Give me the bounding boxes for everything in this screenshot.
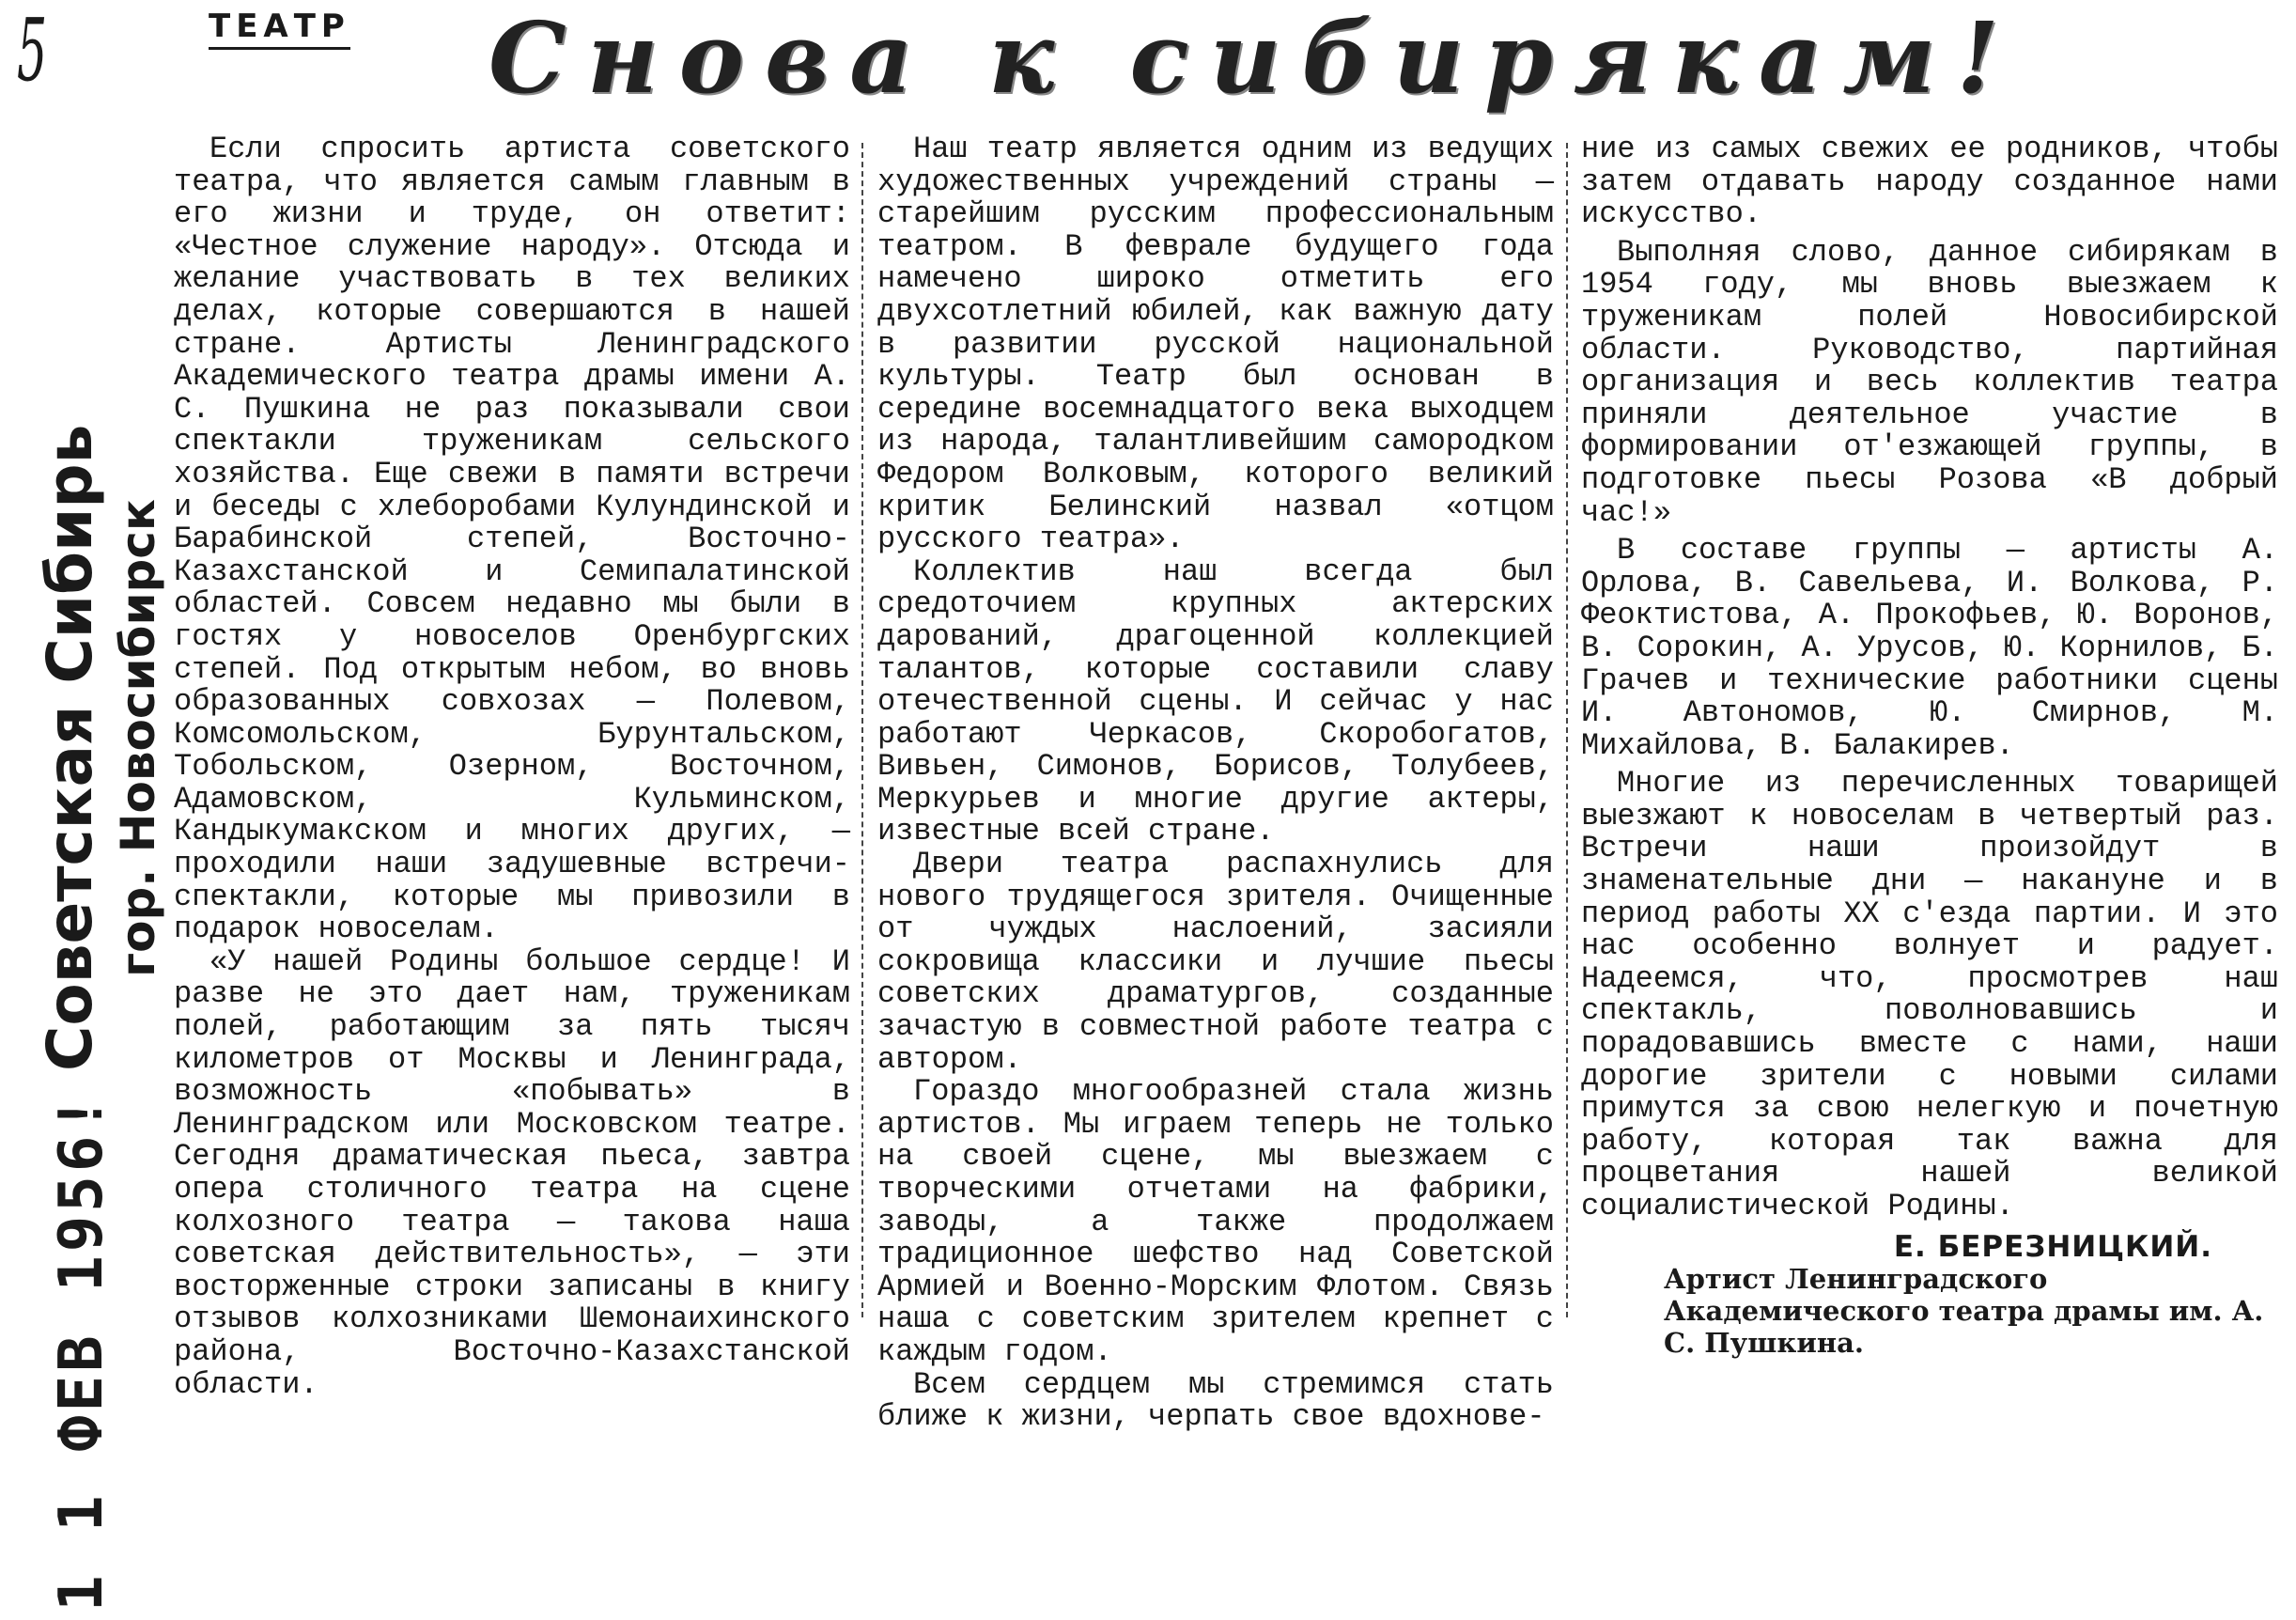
rubric-label: ТЕАТР [209,8,350,50]
author-credit: Артист Ленинградского Академического театра драмы им. А. С. Пушкина. [1664,1263,2264,1360]
side-stamps [0,0,164,1620]
article-body [174,132,2289,1435]
city-stamp: гор. Новосибирск [111,499,165,977]
column-divider [1566,143,1568,1317]
date-stamp: 1 1 ФЕВ 1956! [47,1092,116,1612]
paragraph: Выполняя слово, данное сибирякам в 1954 году, мы вновь выезжаем к труженикам полей Новосибирской области. Руководство, партийная организация и весь коллектив театра приняли деятельное участие в формировании от'езжающей группы, в подготовке пьесы Розова «В добрый час!» [1581,234,2278,530]
paragraph: «У нашей Родины большое сердце! И разве не это дает нам, труженикам полей, работающим за пять тысяч километров от Москвы и Ленинграда, возможность «побывать» в Ленинградском или Московском театре. Сегодня драматическая пьеса, завтра опера столичного театра на сцене колхозного театра — такова наша советская действительность», — эти восторженные строки записаны в книгу отзывов колхозниками Шемонаихинского района, Восточно-Казахстанской области. [174,943,850,1402]
author-signature: Е. БЕРЕЗНИЦКИЙ. [1893,1229,2212,1264]
paragraph: Многие из перечисленных товарищей выезжают к новоселам в четвертый раз. Встречи наши произойдут в знаменательные дни — накануне и в период работы XX с'езда партии. И это нас особенно волнует и радует. Надеемся, что, просмотрев наш спектакль, поволновавшись и порадовавшись вместе с нами, наши дорогие зрители с новыми силами примутся за свою нелегкую и почетную работу, которая так важна для процветания нашей великой социалистической Родины. [1581,766,2278,1223]
article-headline: Снова к сибирякам! [489,0,2020,116]
paragraph: ние из самых свежих ее родников, чтобы затем отдавать народу созданное нами искусство. [1581,132,2278,232]
paragraph: Если спросить артиста советского театра, что является самым главным в его жизни и труде, он ответит: «Честное служение народу». Отсюда и желание участвовать в тех великих делах, которые совершаются в нашей стране. Артисты Ленинградского Академического театра драмы имени А. С. Пушкина не раз показывали свои спектакли труженикам сельского хозяйства. Еще свежи в памяти встречи и беседы с хлеборобами Кулундинской и Барабинской степей, Восточно-Казахстанской и Семипалатинской областей. Совсем недавно мы были в гостях у новоселов Оренбургских степей. Под открытым небом, во вновь образованных совхозах — Полевом, Комсомольском, Бурунтальском, Тобольском, Озерном, Восточном, Адамовском, Кульминском, Кандыкумакском и многих других, — проходили наши задушевные встречи-спектакли, которые мы привозили в подарок новоселам. [174,132,850,947]
paragraph: Двери театра распахнулись для нового трудящегося зрителя. Очищенные от чуждых наслоений, засияли сокровища классики и лучшие пьесы советских драматургов, созданные зачастую в совместной работе театра с автором. [877,847,1554,1077]
page-number-handwritten: 5 [17,0,48,101]
paragraph: Всем сердцем мы стремимся стать ближе к жизни, черпать свое вдохнове- [877,1366,1554,1435]
paragraph: Гораздо многообразней стала жизнь артистов. Мы играем теперь не только на своей сцене, мы выезжаем с творческими отчетами на фабрики, заводы, а также продолжаем традиционное шефство над Советской Армией и Военно-Морским Флотом. Связь наша с советским зрителем крепнет с каждым годом. [877,1074,1554,1369]
paragraph: Коллектив наш всегда был средоточием крупных актерских дарований, драгоценной коллекцией талантов, которые составили славу отечественной сцены. И сейчас у нас работают Черкасов, Скоробогатов, Вивьен, Симонов, Борисов, Толубеев, Меркурьев и многие другие актеры, известные всей стране. [877,553,1554,849]
column-divider [861,143,863,1317]
column-3 [1581,133,2278,1359]
newspaper-name-stamp: Советская Сибирь [34,424,106,1071]
column-2 [877,133,1554,1434]
column-1 [174,133,850,1401]
paragraph: В составе группы — артисты А. Орлова, В. Савельева, И. Волкова, Р. Феоктистова, А. Прокофьев, Ю. Воронов, В. Сорокин, А. Урусов, Ю. Корнилов, Б. Грачев и технические работники сцены И. Автономов, Ю. Смирнов, М. Михайлова, В. Балакирев. [1581,533,2278,763]
paragraph: Наш театр является одним из ведущих художественных учреждений страны — старейшим русским профессиональным театром. В феврале будущего года намечено широко отметить его двухсотлетний юбилей, как важную дату в развитии русской национальной культуры. Театр был основан в середине восемнадцатого века выходцем из народа, талантливейшим самородком Федором Волковым, которого великий критик Белинский назвал «отцом русского театра». [877,132,1554,557]
